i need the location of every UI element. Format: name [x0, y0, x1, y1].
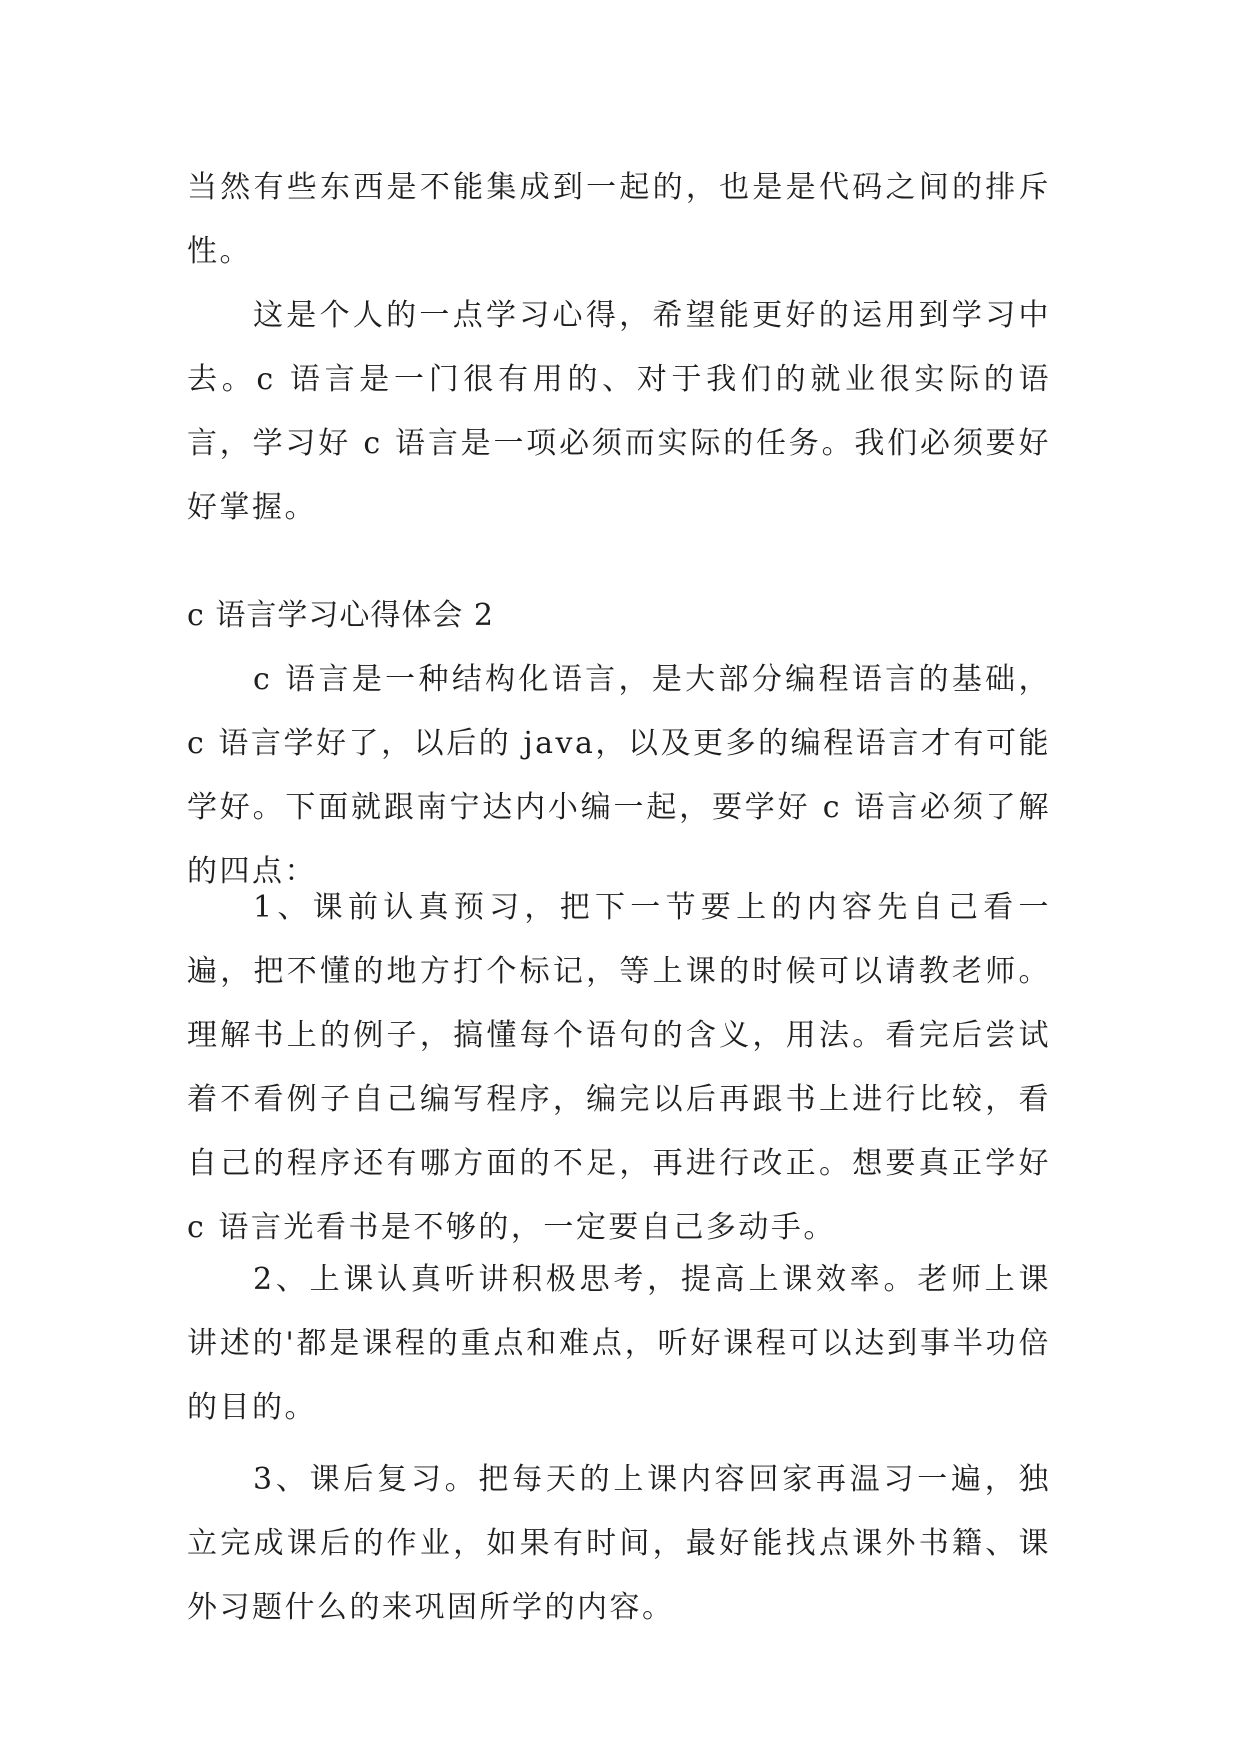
paragraph-intro: c 语言是一种结构化语言，是大部分编程语言的基础，c 语言学好了，以后的 java，以及更多的编程语言才有可能学好。下面就跟南宁达内小编一起，要学好 c 语言必须了解的四点： [187, 662, 1051, 889]
paragraph-summary: 这是个人的一点学习心得，希望能更好的运用到学习中去。c 语言是一门很有用的、对于我们的就业很实际的语言，学习好 c 语言是一项必须而实际的任务。我们必须要好好掌握。 [187, 298, 1051, 525]
section-title: c 语言学习心得体会 2 [187, 598, 494, 633]
paragraph-point-2: 2、上课认真听讲积极思考，提高上课效率。老师上课讲述的'都是课程的重点和难点，听好课程可以达到事半功倍的目的。 [187, 1262, 1051, 1425]
paragraph-continuation: 当然有些东西是不能集成到一起的，也是是代码之间的排斥性。 [187, 170, 1051, 269]
paragraph-point-1: 1、课前认真预习，把下一节要上的内容先自己看一遍，把不懂的地方打个标记，等上课的时候可以请教老师。理解书上的例子，搞懂每个语句的含义，用法。看完后尝试着不看例子自己编写程序，编完以后再跟书上进行比较，看自己的程序还有哪方面的不足，再进行改正。想要真正学好 c 语言光看书是不够的，一定要自己多动手。 [187, 890, 1051, 1245]
paragraph-point-3: 3、课后复习。把每天的上课内容回家再温习一遍，独立完成课后的作业，如果有时间，最好能找点课外书籍、课外习题什么的来巩固所学的内容。 [187, 1462, 1051, 1625]
